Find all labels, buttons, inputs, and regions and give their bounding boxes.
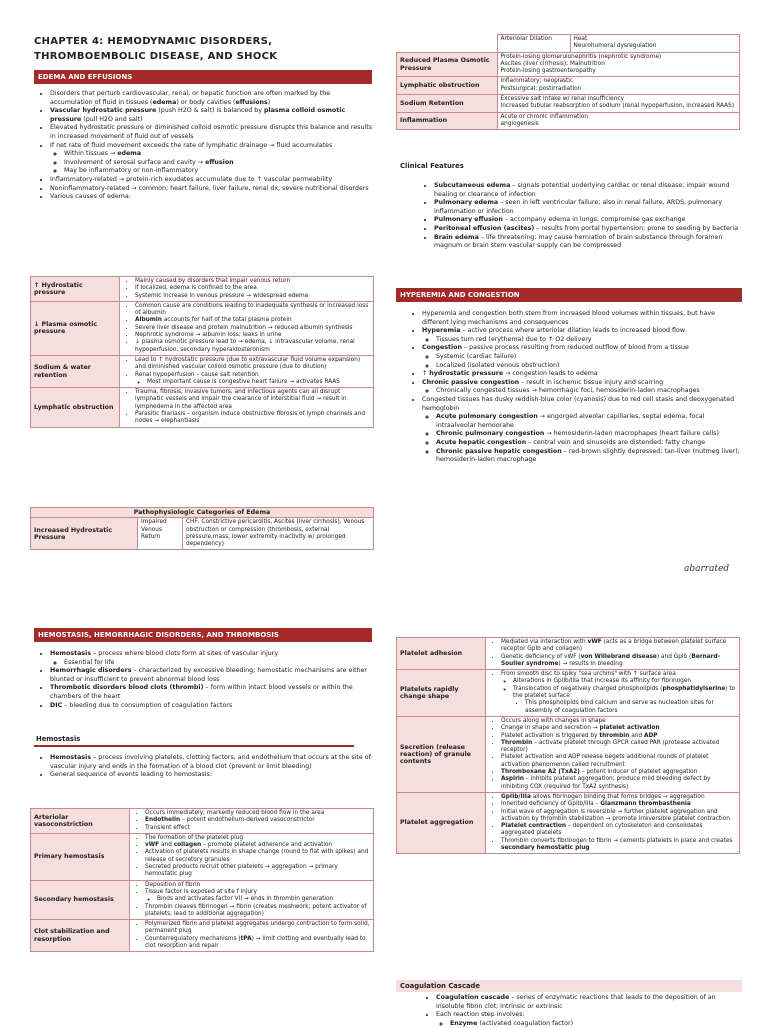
patho-categories-cont-table: Arteriolar Dilation Heat Neurohumoral dysregulation Reduced Plasma Osmotic Pressure Protein-losing glomerulonephritis (nephrotic syndrome) Ascites (liver cirrhosis); Malnutrition Protein-losing gastroenteropathy Lymphatic obstruction Inflammatory; neoplastic Postsurgical; postirradiation Sodium Retention Excessive salt intake w/ renal insufficiency Increased tubular reabsorption of sodium (renal hypoperfusion, increased RAAS) Inflammation Acute or chronic inflammation angiogenesis [396,34,740,130]
hemostasis-sequence-table: Arteriolar vasoconstriction • Occurs immediately; markedly reduced blood flow in the area • Endothelin – potent endothelium-derived vasoconstrictor • Transient effect Primary hemostasis • The formation of the platelet plug • vWF and collagen – promote platelet adherence and activation • Activation of platelets results in shape change (round to flat with spikes) and release of secretory granules • Secreted products recruit other platelets → aggregation → primary hemostatic plug Secondary hemostasis • Deposition of fibrin • Tissue factor is exposed at site f injury ◦ Binds and activates factor VII → ends in thrombin generation • Thrombin cleaves fibrinogen → fibrin (creates meshwork; potent activator of platelets; lead to additional aggregation) Clot stabilization and resorption • Polymerized fibrin and platelet aggregates undergo contraction to form solid, permanent plug • Counterregulatory mechanisms (tPA) → limit clotting and eventually lead to clot resorption and repair [30,808,374,952]
subheading-rule [34,745,354,747]
patho-categories-table: Pathophysiologic Categories of Edema Increased Hydrostatic Pressure Impaired Venous Return CHF, Constrictive pericarditis, Ascites (liver cirrhosis), Venous obstruction or compression (thrombosis, external pressure,mass, lower extremity inactivity w/ prolonged dependency) [30,507,374,550]
coag-list: • Coagulation cascade – series of enzymatic reactions that leads to the deposition of an insoluble fibrin clot; Intrinsic or extrinsic • Each reaction step involves: ◦ Enzyme (activated coagulation factor) [422,994,742,1028]
edema-causes-table: ↑ Hydrostatic pressure • Mainly caused by disorders that impair venous return • If localized, edema is confined to the area • Systemic increase in venous pressure → widespread edema ↓ Plasma osmotic pressure • Common cause are conditions leading to inadequate synthesis or increased loss of albumin • Albumin accounts for half of the total plasma protein • Severe liver disease and protein malnutrition → reduced albumin synthesis • Nephrotic syndrome → albumin loss; leaks in urine • ↓ plasma osmotic pressure lead to → edema, ↓ intravascular volume, renal hypoperfusion, secondary hyperaldosteronism Sodium & water retention • Lead to ↑ hydrostatic pressure (due to extravascular fluid volume expansion) and diminished vascular colloid osmotic pressure (due to dilution) • Renal hypoperfusion – cause salt retention ◦ Most important cause is congestive heart failure → activates RAAS Lymphatic obstruction • Trauma, fibrosis, invasive tumors, and infectious agents can all disrupt lymphatic vessels and impair the clearance of interstitial fluid → result in lymphedema in the affected area • Parasitic filariasis – organism induce obstructive fibrosis of lymph channels and nodes → elephantiasis [30,276,374,428]
hemostasis-def-list: • Hemostasis – process involving platelets, clotting factors, and endothelium that occurs at the site of vascular injury and ends in the formation of a blood clot (prevent or limit bleeding) • General sequence of events leading to hemostasis: [36,754,372,780]
platelet-table: Platelet adhesion • Mediated via interaction with vWF (acts as a bridge between platelet surface receptor GpIb and collagen) • Genetic deficiency of vWF (von Willebrand disease) and GpIb (Bernard-Soulier syndrome) → results in bleeding Platelets rapidly change shape • From smooth disc to spiky "sea urchins" with ↑ surface area ◦ Alterations in GpIIb/IIIa that increase its affinity for fibrinogen ◦ Translocation of negatively charged phospholipids (phosphatidylserine) to the platelet surface ▪ This phospholipids bind calcium and serve as nucleation sites for assembly of coagulation factors Secretion (release reaction) of granule contents • Occurs along with changes in shape • Change in shape and secretion → platelet activation • Platelet activation is triggered by thrombin and ADP • Thrombin – activate platelet through GPCR called PAR (protease activated receptor) • Platelet activation and ADP release begets additional rounds of platelet activation phenomenon called recruitment • Thromboxane A2 (TxA2) – potent inducer of platelet aggregation • Aspirin – inhibits platelet aggregation; produce mild bleeding defect by inhibiting COX (required for TxA2 synthesis) Platelet aggregation • GpIIb/IIIa allows fibrinogen binding that forms bridges → aggregation • Inherited deficiency of GpIIb/IIIa – Glanzmann thrombasthenia • Initial wave of aggregation is reversible → further platelet aggregation and activation by thrombin stabilization → promote irreversible platelet contraction • Platelet contraction – dependent on cytoskeleton and consolidates aggregated platelets • Thrombin converts fibrinogen to fibrin → cements platelets in place and creates secondary hemostatic plug [396,637,740,854]
edema-bullets: • Disorders that perturb cardiovascular, renal, or hepatic function are often marked by the accumulation of fluid in tissues (edema) or body cavities (effusions) • Vascular hydrostatic pressure (push H2O & salt) is balanced by plasma colloid osmotic pressure (pull H2O and salt) • Elevated hydrostatic pressure or diminished colloid osmotic pressure disrupts this balance and results in increased movement of fluid out of vessels • If net rate of fluid movement exceeds the rate of lymphatic drainage → fluid accumulates ◦ Within tissues → edema ◦ Involvement of serosal surface and cavity → effusion ◦ May be inflammatory or non-inflammatory • Inflammatory-related → protein-rich exudates accumulate due to ↑ vascular permeability • Noninflammatory-related → common; heart failure, liver failure, renal dx, severe nutritional disorders • Various causes of edema: [36,90,372,202]
section-bar-edema: EDEMA AND EFFUSIONS [34,70,372,84]
hemostasis-subheading: Hemostasis [36,735,81,743]
clinical-features-list: • Subcutaneous edema – signals potential underlying cardiac or renal disease; impair wound healing or clearance of infection • Pulmonary edema – seen in left ventricular failure; also in renal failure, ARDS, pulmonary inflammation or infection • Pulmonary effusion – accompany edema in lungs; compromise gas exchange • Peritoneal effusion (ascites) – results from portal hypertension; prone to seeding by bacteria • Brain edema – life threatening; may cause herniation of brain substance through foramen magnum or brain stem vascular supply can be compressed [420,182,742,251]
section-bar-hemostasis: HEMOSTASIS, HEMORRHAGIC DISORDERS, AND THROMBOSIS [34,628,372,642]
chapter-title: CHAPTER 4: HEMODYNAMIC DISORDERS, THROMBOEMBOLIC DISEASE, AND SHOCK [34,36,278,62]
hyperemia-list: • Hyperemia and congestion both stem from increased blood volumes within tissues, but have different lying mechanisms and consequences • Hyperemia – active process where arteriolar dilation leads to increased blood flow ◦ Tissues turn red (erythema) due to ↑ O2 delivery • Congestion – passive process resulting from reduced outflow of blood from a tissue ◦ Systemic (cardiac failure) ◦ Localized (isolated venous obstruction) • ↑ hydrostatic pressure → congestion leads to edema • Chronic passive congestion – result in ischemic tissue injury and scarring ◦ Chronically congested tissues → hemorrhagic foci, hemosiderin-laden macrophages • Congested tissues has dusky reddish-blue color (cyanosis) due to red cell stasis and deoxygenated hemoglobin ◦ Acute pulmonary congestion → engorged alveolar capillaries, septal edema, focal intraalveolar hemoorahe ◦ Chronic pulmonary congestion → hemosiderin-laden macrophapes (heart failure cells) ◦ Acute hepatic congestion – central vein and sinusoids are distended; fatty change ◦ Chronic passive hepatic congestion – red-brown slightly depressed; tan-liver (nutmeg liver); hemosiderin-laden macrophage [408,310,742,465]
coag-heading: Coagulation Cascade [400,982,481,990]
signature-text: abarrated [684,564,730,574]
hemostasis-intro-list: • Hemostasis – process where blood clots form at sites of vascular injury ◦ Essential for life • Hemorrhagic disorders – characterized by excessive bleeding; hemostatic mechanisms are either blunted or insufficient to prevent abnormal blood loss • Thrombotic disorders blood clots (thrombi) – form within intact blood vessels or within the chambers of the heart • DIC – bleeding due to consumption of coagulation factors [36,650,372,710]
section-bar-hyperemia: HYPEREMIA AND CONGESTION [396,288,742,302]
patho-table-title: Pathophysiologic Categories of Edema [31,508,374,518]
clinical-features-heading: Clinical Features [400,162,464,170]
